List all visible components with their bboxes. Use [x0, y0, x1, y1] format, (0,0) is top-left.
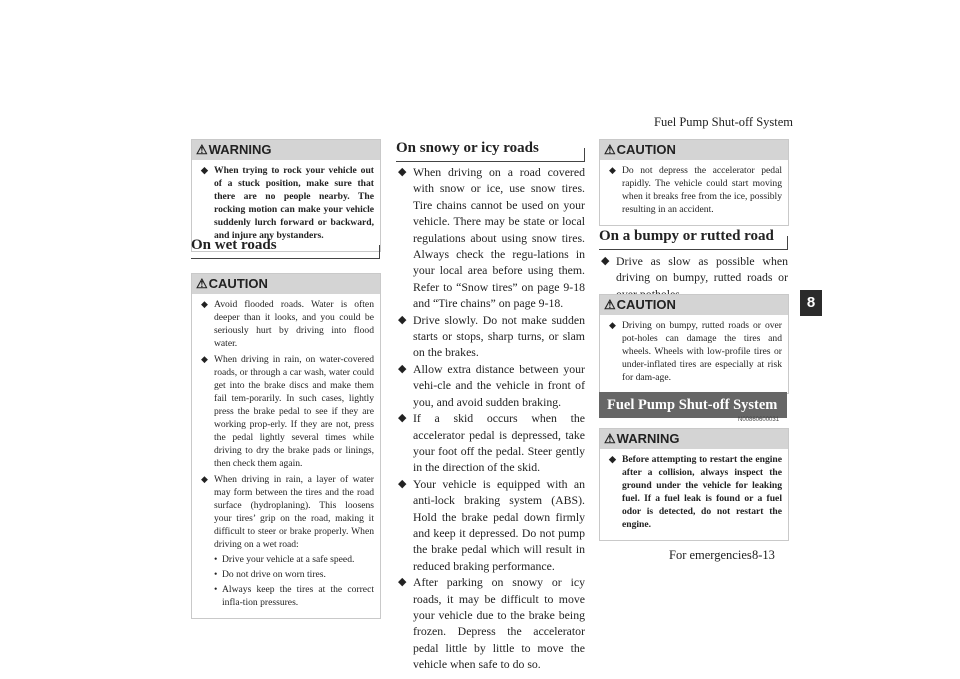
heading-text: On snowy or icy roads: [396, 140, 539, 156]
caution-item-text: When driving in rain, on water-covered roads, or through a car wash, water could get into the brake discs and make them fail tem-porarily. In such cases, lightly press the brake pedal to see if they are working prop-erly. If they are not, press the pedal lightly several times while driving to dry the brake pads or linings, then check them again.: [214, 354, 374, 469]
page-number: 8-13: [752, 548, 775, 562]
caution-item: [200, 298, 374, 350]
heading-text: On a bumpy or rutted road: [599, 228, 774, 244]
caution-title: CAUTION: [616, 297, 676, 312]
caution-box-header: [600, 140, 788, 160]
warning-item-text: When trying to rock your vehicle out of a stuck position, make sure that there are no people nearby. The rocking motion can make your vehicle suddenly lurch forward or backward, and injure any bystanders.: [214, 165, 374, 241]
diamond-bullet-icon: ◆: [398, 313, 407, 326]
warning-title: WARNING: [208, 142, 272, 157]
warning-box-header: [600, 429, 788, 449]
list-item: [397, 164, 585, 312]
diamond-bullet-icon: ◆: [609, 320, 616, 330]
caution-box-header: [600, 295, 788, 315]
diamond-bullet-icon: ◆: [601, 255, 610, 267]
sub-item-text: Drive your vehicle at a safe speed.: [222, 554, 355, 565]
list-item: [397, 574, 585, 672]
list-item-text: Your vehicle is equipped with an anti-lock braking system (ABS). Hold the brake pedal down firmly and keep it depressed. Do not pump the brake pedal which will result in reduced braking performance.: [413, 476, 585, 573]
caution-box-accelerator: [599, 139, 789, 226]
warning-box-rocking: [191, 139, 381, 252]
warning-title: WARNING: [616, 431, 680, 446]
diamond-bullet-icon: ◆: [201, 299, 208, 309]
diamond-bullet-icon: ◆: [398, 477, 407, 490]
chapter-tab: 8: [800, 290, 822, 316]
section-heading-wet-roads: [191, 237, 379, 259]
diamond-bullet-icon: ◆: [398, 576, 407, 589]
caution-box-bumpy-road: [599, 294, 789, 394]
list-item: [397, 410, 585, 476]
warning-item: [608, 453, 782, 531]
caution-item: [608, 164, 782, 216]
list-item-text: If a skid occurs when the accelerator pedal is depressed, take your foot off the pedal. Steer gently in the direction of the skid.: [413, 411, 585, 475]
diamond-bullet-icon: ◆: [201, 474, 208, 484]
list-item: [397, 312, 585, 361]
caution-sub-item: • Do not drive on worn tires.: [214, 569, 326, 580]
caution-item: [200, 473, 374, 609]
warning-box-fuel-leak: [599, 428, 789, 541]
diamond-bullet-icon: ◆: [609, 454, 616, 464]
heading-text: On wet roads: [191, 237, 277, 253]
caution-item: [608, 319, 782, 384]
caution-item-text: Avoid flooded roads. Water is often deeper than it looks, and you could be seriously hurt by driving into flood water.: [214, 299, 374, 349]
list-item: [397, 476, 585, 574]
caution-box-wet-roads: [191, 273, 381, 619]
caution-item-text: Driving on bumpy, rutted roads or over pot-holes can damage the tires and wheels. Wheels with low-profile tires or under-inflated tires are especially at risk for dam-age.: [622, 320, 782, 383]
warning-triangle-icon: ⚠: [604, 142, 616, 157]
warning-box-header: [192, 140, 380, 160]
warning-triangle-icon: ⚠: [604, 431, 616, 446]
warning-item: [200, 164, 374, 242]
caution-title: CAUTION: [208, 276, 268, 291]
diamond-bullet-icon: ◆: [201, 354, 208, 364]
diamond-bullet-icon: ◆: [201, 165, 208, 175]
diamond-bullet-icon: ◆: [398, 166, 407, 178]
section-heading-bumpy-road: [599, 228, 787, 250]
caution-box-header: [192, 274, 380, 294]
list-item-text: After parking on snowy or icy roads, it may be difficult to move your vehicle due to the brake being frozen. Depress the accelerator pedal little by little to move the vehicle when safe to do so.: [413, 575, 585, 672]
caution-item-text: When driving in rain, a layer of water may form between the tires and the road surface (hydroplaning). This loosens your tires’ grip on the road, making it difficult to steer or brake properly. When driving on a wet road:: [214, 474, 374, 550]
section-heading-fuel-pump: Fuel Pump Shut-off System: [599, 392, 787, 418]
caution-sub-item: • Drive your vehicle at a safe speed.: [214, 554, 355, 565]
diamond-bullet-icon: ◆: [609, 165, 616, 175]
footer-left-text: For emergencies: [669, 548, 752, 562]
caution-sub-item: • Always keep the tires at the correct infla-tion pressures.: [214, 584, 374, 608]
diamond-bullet-icon: ◆: [398, 362, 407, 375]
list-item: [397, 361, 585, 410]
list-item-text: Drive as slow as possible when driving on bumpy, rutted roads or: [616, 254, 788, 285]
snowy-roads-list: [397, 164, 585, 673]
warning-item-text: Before attempting to restart the engine after a collision, always inspect the ground under the vehicle for leaking fuel. If a fuel leak is found or a fuel odor is detected, do not restart the engine.: [622, 454, 782, 530]
list-item-text: Allow extra distance between your vehi-cle and the vehicle in front of you, and avoid sudden braking.: [413, 361, 585, 409]
diamond-bullet-icon: ◆: [398, 412, 407, 425]
sub-item-text: Always keep the tires at the correct infla-tion pressures.: [222, 584, 374, 608]
list-item-text: Drive slowly. Do not make sudden starts or stops, sharp turns, or slam on the brakes.: [413, 312, 585, 360]
section-heading-snowy-roads: [396, 140, 584, 162]
list-item-text: When driving on a road covered with snow or ice, use snow tires. Tire chains cannot be used on your vehicle. There may be state or local regulations about using snow tires. Always check the regu-lations in your local area before using them. Refer to “Snow tires” on page 9-18 and “Tire chains” on page 9-18.: [413, 165, 585, 311]
warning-triangle-icon: ⚠: [196, 276, 208, 291]
warning-triangle-icon: ⚠: [604, 297, 616, 312]
warning-triangle-icon: ⚠: [196, 142, 208, 157]
caution-item: [200, 353, 374, 470]
caution-item-text: Do not depress the accelerator pedal rapidly. The vehicle could start moving when it breaks free from the ice, possibly resulting in an accident.: [622, 165, 782, 215]
section-code: N00860600031: [738, 417, 780, 423]
caution-title: CAUTION: [616, 142, 676, 157]
sub-item-text: Do not drive on worn tires.: [222, 569, 326, 580]
header-section-title: Fuel Pump Shut-off System: [654, 115, 794, 129]
